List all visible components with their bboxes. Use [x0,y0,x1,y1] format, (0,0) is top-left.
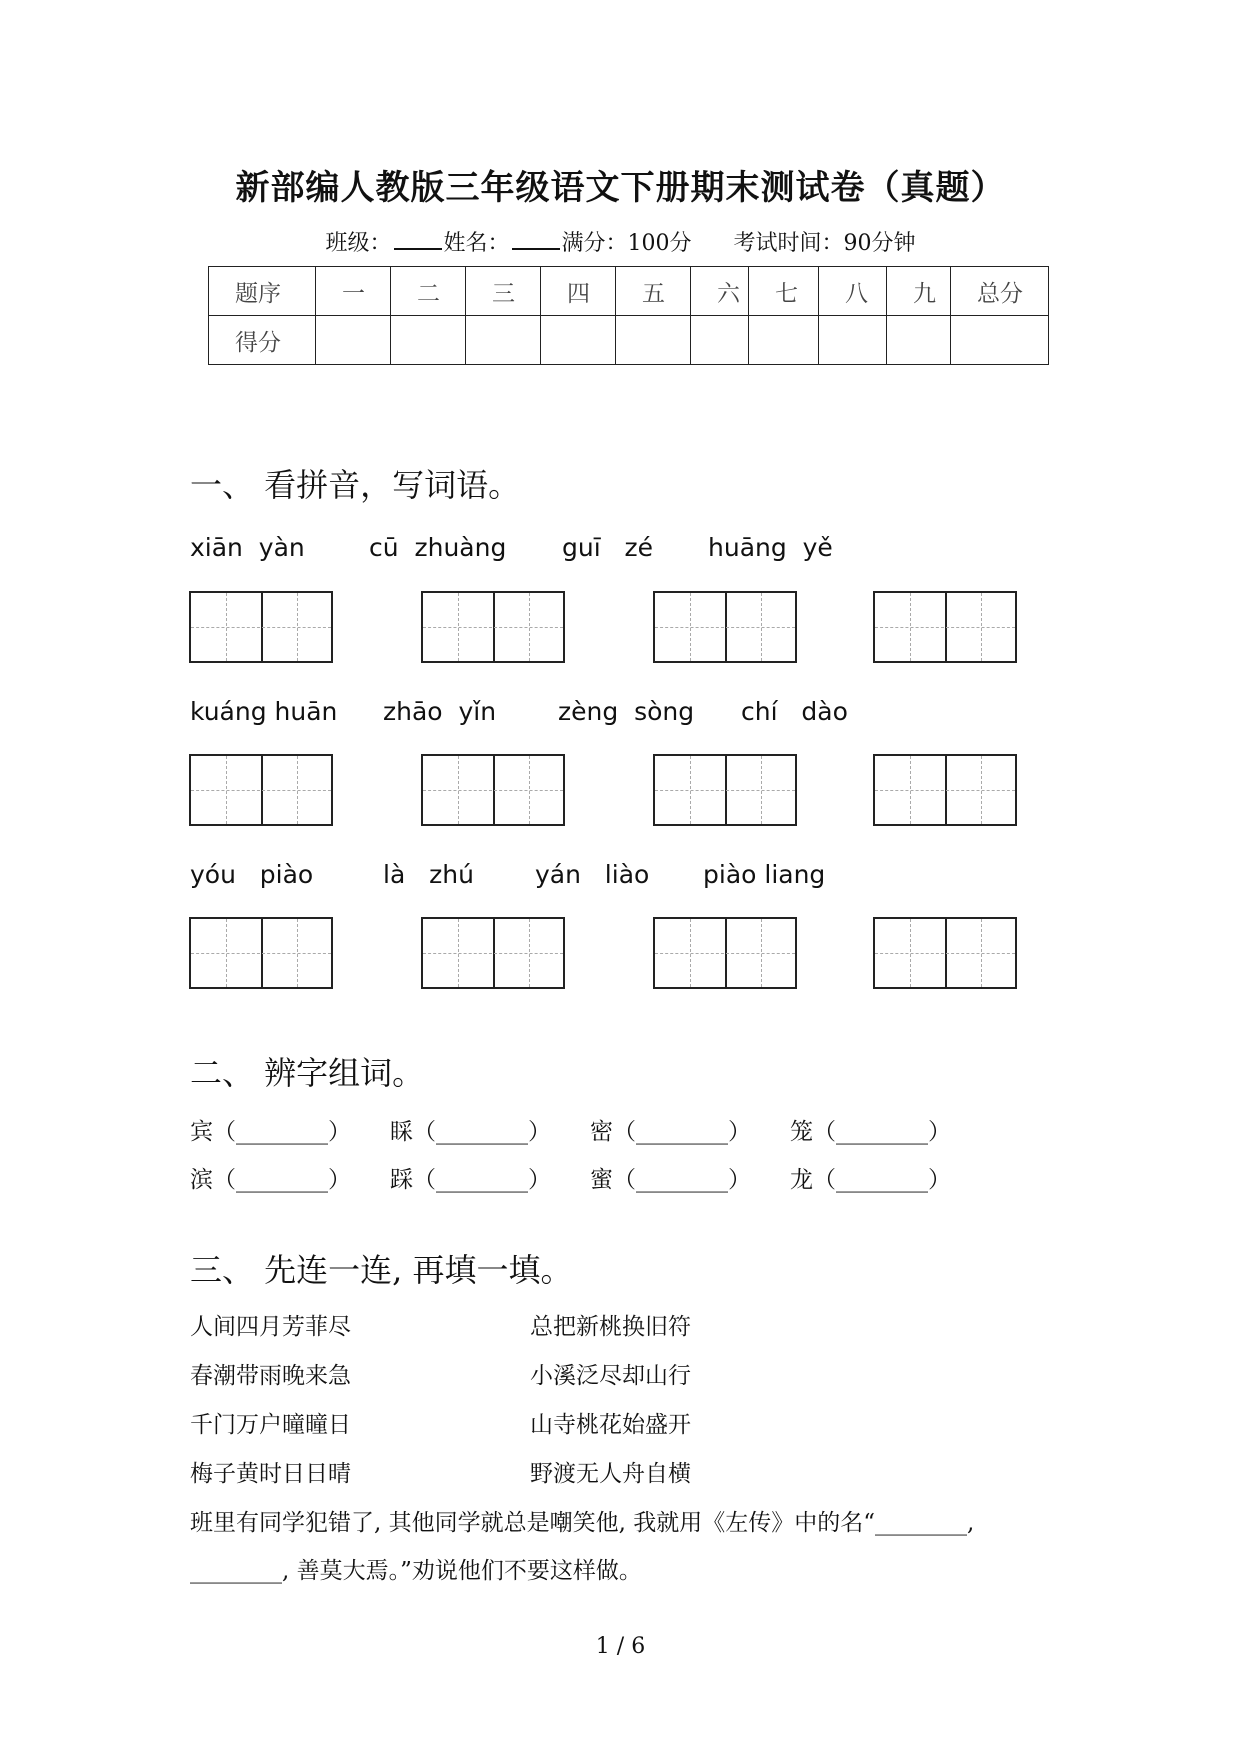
pinyin-label: kuáng huān [190,697,338,726]
score-header-cell: 七 [749,267,819,316]
writing-grid[interactable] [421,591,565,663]
pinyin-label: là zhú [383,860,474,889]
score-table-header-row [209,267,1049,316]
poem-line-right[interactable]: 小溪泛尽却山行 [530,1363,691,1389]
score-header-cell: 二 [391,267,466,316]
score-header-cell: 题序 [209,267,316,316]
score-cell[interactable] [691,316,749,365]
score-header-cell: 八 [819,267,887,316]
pinyin-label: cū zhuàng [369,533,507,562]
writing-grid[interactable] [421,917,565,989]
poem-line-left[interactable]: 梅子黄时日日晴 [190,1461,351,1487]
score-cell[interactable] [749,316,819,365]
pinyin-label: guī zé [562,533,654,562]
word-blank-item[interactable]: 宾（________） [190,1119,351,1145]
pinyin-label: chí dào [741,697,848,726]
pinyin-label: zèng sòng [558,697,695,726]
score-header-cell: 九 [887,267,951,316]
writing-grid[interactable] [189,754,333,826]
score-header-cell: 一 [316,267,391,316]
score-cell[interactable] [391,316,466,365]
writing-grid[interactable] [421,754,565,826]
writing-grid[interactable] [873,591,1017,663]
pinyin-label: zhāo yǐn [383,697,497,726]
score-cell[interactable] [616,316,691,365]
score-header-cell: 五 [616,267,691,316]
score-cell[interactable] [541,316,616,365]
word-blank-item[interactable]: 睬（________） [390,1119,551,1145]
writing-grid[interactable] [653,754,797,826]
word-blank-item[interactable]: 龙（________） [790,1167,951,1193]
class-label: 班级： [325,231,392,256]
score-row-label: 得分 [209,316,316,365]
score-header-cell: 总分 [951,267,1049,316]
word-blank-item[interactable]: 密（________） [590,1119,751,1145]
score-cell[interactable] [887,316,951,365]
word-blank-item[interactable]: 笼（________） [790,1119,951,1145]
writing-grid[interactable] [189,917,333,989]
word-blank-item[interactable]: 踩（________） [390,1167,551,1193]
exam-info [0,226,1241,257]
pinyin-label: piào liang [703,860,826,889]
score-cell[interactable] [819,316,887,365]
section2-heading: 二、 辨字组词。 [190,1054,425,1092]
name-blank[interactable] [512,230,560,250]
poem-line-left[interactable]: 千门万户曈曈日 [190,1412,351,1438]
writing-grid[interactable] [189,591,333,663]
word-blank-item[interactable]: 滨（________） [190,1167,351,1193]
pinyin-label: huāng yě [708,533,833,562]
exam-time: 考试时间：90分钟 [733,231,916,256]
page-title: 新部编人教版三年级语文下册期末测试卷（真题） [235,168,1006,208]
writing-grid[interactable] [653,591,797,663]
score-cell[interactable] [316,316,391,365]
score-cell[interactable] [466,316,541,365]
word-blank-item[interactable]: 蜜（________） [590,1167,751,1193]
poem-line-right[interactable]: 总把新桃换旧符 [530,1314,691,1340]
poem-line-right[interactable]: 野渡无人舟自横 [530,1461,691,1487]
score-table [208,266,1049,365]
pinyin-label: xiān yàn [190,533,305,562]
pinyin-label: yóu piào [190,860,314,889]
page-number: 1 / 6 [595,1634,646,1659]
poem-line-left[interactable]: 春潮带雨晚来急 [190,1363,351,1389]
fill-paragraph-line1[interactable]: 班里有同学犯错了, 其他同学就总是嘲笑他, 我就用《左传》中的名“________, [190,1510,975,1536]
score-header-cell: 六 [691,267,749,316]
poem-line-right[interactable]: 山寺桃花始盛开 [530,1412,691,1438]
full-score: 满分：100分 [561,231,692,256]
score-cell[interactable] [951,316,1049,365]
section1-heading: 一、 看拼音，写词语。 [190,466,521,504]
poem-line-left[interactable]: 人间四月芳菲尽 [190,1314,351,1340]
writing-grid[interactable] [653,917,797,989]
score-table-score-row [209,316,1049,365]
writing-grid[interactable] [873,917,1017,989]
section3-heading: 三、 先连一连, 再填一填。 [190,1251,573,1289]
class-blank[interactable] [394,230,442,250]
fill-paragraph-line2[interactable]: ________, 善莫大焉。”劝说他们不要这样做。 [190,1558,642,1584]
pinyin-label: yán liào [535,860,650,889]
score-header-cell: 三 [466,267,541,316]
name-label: 姓名： [443,231,510,256]
writing-grid[interactable] [873,754,1017,826]
score-header-cell: 四 [541,267,616,316]
